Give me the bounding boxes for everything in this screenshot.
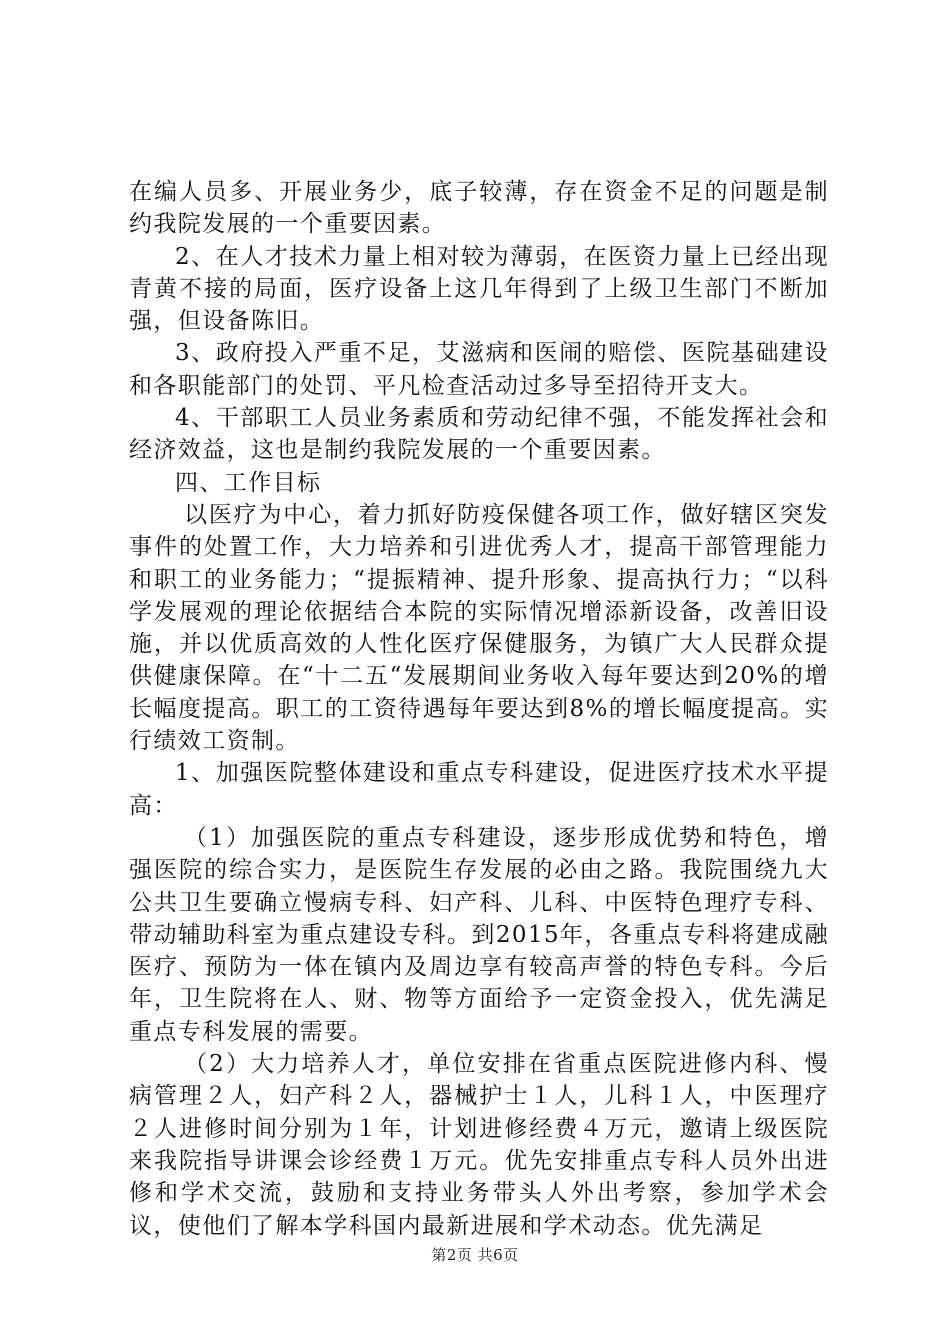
paragraph-continuation: 在编人员多、开展业务少，底子较薄，存在资金不足的问题是制约我院发展的一个重要因素。 — [129, 179, 829, 238]
paragraph-item-2: 2、在人才技术力量上相对较为薄弱，在医资力量上已经出现青黄不接的局面，医疗设备上这几年得到了上级卫生部门不断加强，但设备陈旧。 — [129, 243, 829, 335]
paragraph-work-goals: 以医疗为中心，着力抓好防疫保健各项工作，做好辖区突发事件的处置工作，大力培养和引进优秀人才，提高干部管理能力和职工的业务能力；“提振精神、提升形象、提高执行力；“以科学发展观的理论依据结合本院的实际情况增添新设备，改善旧设施，并以优质高效的人性化医疗保健服务，为镇广大人民群众提供健康保障。在“十二五“发展期间业务收入每年要达到20%的增长幅度提高。职工的工资待遇每年要达到8%的增长幅度提高。实行绩效工资制。 — [129, 501, 829, 755]
paragraph-item-3: 3、政府投入严重不足，艾滋病和医闹的赔偿、医院基础建设和各职能部门的处罚、平凡检查活动过多导至招待开支大。 — [129, 340, 829, 399]
page-number-footer: 第2页 共6页 — [431, 1246, 519, 1264]
paragraph-goal-1-sub-1: （1）加强医院的重点专科建设，逐步形成优势和特色，增强医院的综合实力，是医院生存发展的必由之路。我院围绕九大公共卫生要确立慢病专科、妇产科、儿科、中医特色理疗专科、带动辅助科室为重点建设专科。到2015年，各重点专科将建成融医疗、预防为一体在镇内及周边享有较高声誉的特色专科。今后年，卫生院将在人、财、物等方面给予一定资金投入，优先满足重点专科发展的需要。 — [129, 824, 829, 1045]
paragraph-goal-1: 1、加强医院整体建设和重点专科建设，促进医疗技术水平提高： — [129, 760, 829, 819]
paragraph-goal-1-sub-2: （2）大力培养人才，单位安排在省重点医院进修内科、慢病管理２人，妇产科２人，器械护士１人，儿科１人，中医理疗２人进修时间分别为１年，计划进修经费４万元，邀请上级医院来我院指导讲课会诊经费１万元。优先安排重点专科人员外出进修和学术交流，鼓励和支持业务带头人外出考察，参加学术会议，使他们了解本学科国内最新进展和学术动态。优先满足 — [129, 1051, 829, 1239]
document-body — [129, 176, 829, 1242]
paragraph-item-4: 4、干部职工人员业务素质和劳动纪律不强，不能发挥社会和经济效益，这也是制约我院发展的一个重要因素。 — [129, 405, 829, 464]
section-heading-work-goals: 四、工作目标 — [175, 469, 322, 496]
